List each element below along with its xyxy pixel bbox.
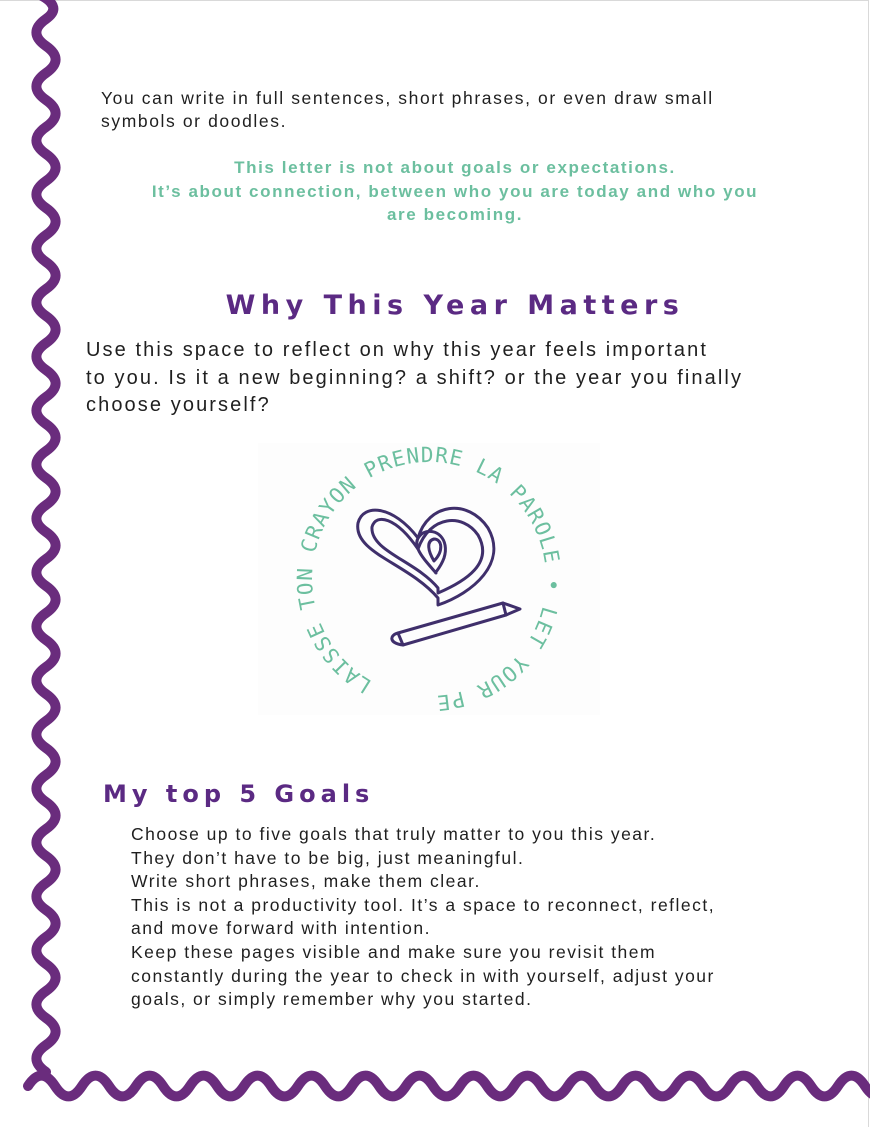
highlight-quote [100,156,810,227]
goals-heading: My top 5 Goals [103,780,375,808]
goals-paragraph [131,823,831,1012]
intro-line: symbols or doodles. [101,111,288,131]
why-line: Use this space to reflect on why this year feels important [86,339,709,361]
intro-paragraph [101,87,821,133]
goals-line: Write short phrases, make them clear. [131,871,481,892]
why-line: to you. Is it a new beginning? a shift? or the year you finally [86,366,744,389]
pencil-emblem-logo [258,443,600,715]
goals-line: goals, or simply remember why you started. [131,989,533,1010]
goals-line: Keep these pages visible and make sure you revisit them [131,941,657,962]
quote-line: It’s about connection, between who you are today and who you [151,181,759,201]
why-paragraph [86,337,846,420]
svg-text:LAISSE TON CRAYON PRENDRE LA P [258,443,565,715]
quote-line: are becoming. [386,205,524,224]
goals-line: Choose up to five goals that truly matter to you this year. [131,824,657,844]
goals-line: and move forward with intention. [131,918,431,939]
goals-line: This is not a productivity tool. It’s a space to reconnect, reflect, [131,894,716,915]
emblem-circle-text: LAISSE TON CRAYON PRENDRE LA PAROLE • LET YOUR PE [292,443,566,715]
why-heading: Why This Year Matters [225,290,685,321]
intro-line: You can write in full sentences, short phrases, or even draw small [101,88,714,108]
quote-line: This letter is not about goals or expectations. [234,158,676,177]
pencil-heart-icon [358,508,520,645]
goals-line: constantly during the year to check in with yourself, adjust your [131,965,715,986]
why-line: choose yourself? [86,394,271,416]
goals-line: They don’t have to be big, just meaningful. [131,847,525,868]
